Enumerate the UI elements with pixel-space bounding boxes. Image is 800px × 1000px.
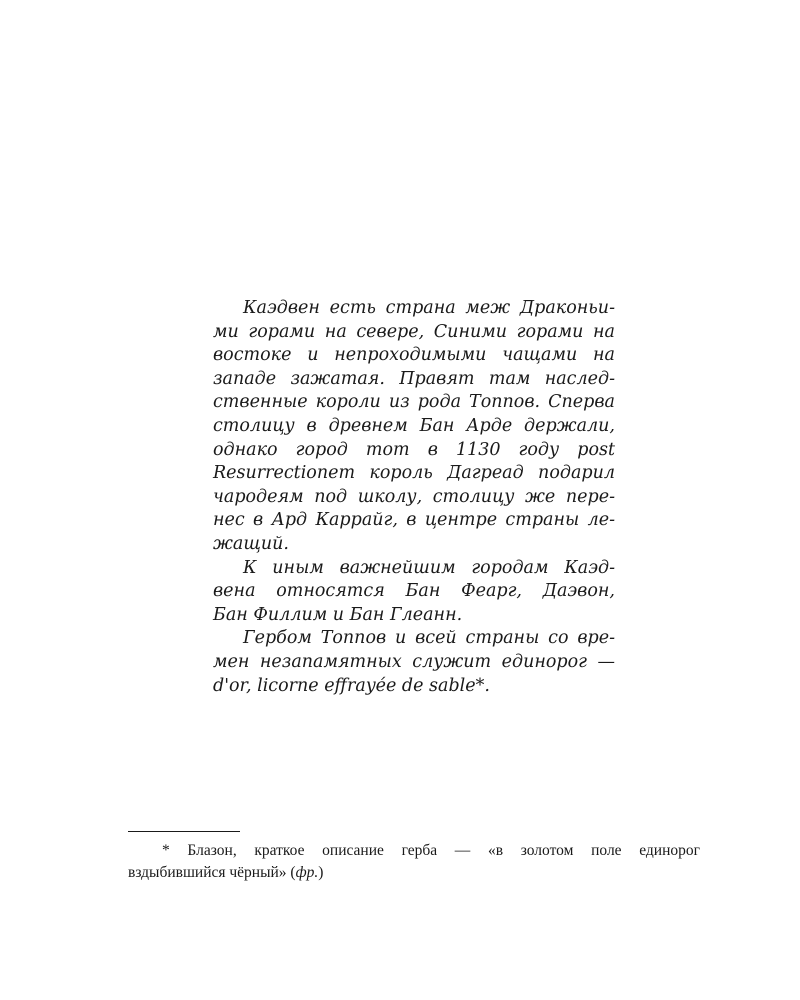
text-line: однако город тот в 1130 году post xyxy=(213,439,615,460)
footnote xyxy=(128,840,700,883)
text-line: ми горами на севере, Синими горами на xyxy=(213,321,615,342)
footnote-closing-paren: ) xyxy=(318,863,324,881)
footnote-divider xyxy=(128,831,240,832)
footnote-language-abbr: фр. xyxy=(295,863,319,881)
epigraph-text xyxy=(213,297,615,698)
text-line: столицу в древнем Бан Арде держали, xyxy=(213,415,615,436)
footnote-text: вздыбившийся чёрный» ( xyxy=(128,863,296,881)
text-line: жащий. xyxy=(213,533,289,554)
text-line: востоке и непроходимыми чащами на xyxy=(213,345,615,366)
text-line: d'or, licorne effrayée de sable*. xyxy=(213,675,490,696)
text-line: западе зажатая. Правят там наслед- xyxy=(213,368,615,389)
text-line: нес в Ард Каррайг, в центре страны ле- xyxy=(213,510,615,531)
text-line: мен незапамятных служит единорог — xyxy=(213,651,615,672)
text-line: Гербом Топпов и всей страны со вре- xyxy=(243,628,615,649)
text-line: К иным важнейшим городам Каэд- xyxy=(243,557,615,578)
text-line: чародеям под школу, столицу же пере- xyxy=(213,486,615,507)
text-line: ственные короли из рода Топпов. Сперва xyxy=(213,392,615,413)
text-line: вена относятся Бан Феарг, Даэвон, xyxy=(213,581,615,602)
footnote-line: * Блазон, краткое описание герба — «в золотом поле единорог xyxy=(162,842,700,859)
text-line: Каэдвен есть страна меж Драконьи- xyxy=(243,298,615,318)
text-line: Resurrectionem король Дагреад подарил xyxy=(213,463,615,484)
text-line: Бан Филлим и Бан Глеанн. xyxy=(213,604,463,625)
footnote-line xyxy=(128,862,700,884)
